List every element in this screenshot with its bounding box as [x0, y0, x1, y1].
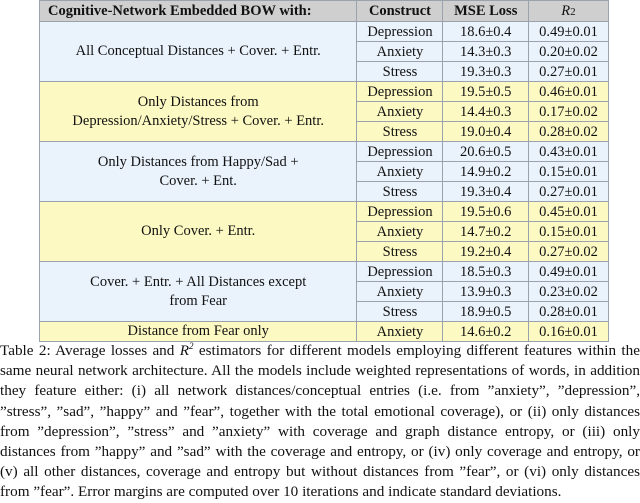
- table-row: [40, 262, 609, 282]
- r2-cell: 0.20±0.02: [528, 42, 608, 62]
- header-construct: Construct: [357, 1, 443, 22]
- table-row: [40, 22, 609, 42]
- construct-cell: Stress: [357, 242, 443, 262]
- construct-cell: Stress: [357, 182, 443, 202]
- model-label: [40, 322, 357, 342]
- model-label: [40, 262, 357, 322]
- model-label: [40, 142, 357, 202]
- table-row: [40, 142, 609, 162]
- r2-cell: 0.49±0.01: [528, 262, 608, 282]
- table-header-row: [40, 1, 609, 22]
- construct-cell: Stress: [357, 122, 443, 142]
- mse-cell: 18.5±0.3: [443, 262, 528, 282]
- construct-cell: Anxiety: [357, 102, 443, 122]
- construct-cell: Depression: [357, 202, 443, 222]
- mse-cell: 19.5±0.6: [443, 202, 528, 222]
- mse-cell: 19.0±0.4: [443, 122, 528, 142]
- r2-cell: 0.27±0.01: [528, 182, 608, 202]
- caption-after: estimators for different models employing different features within the same neural network architecture. All the models include weighted representations of words, in addition they feature either: (i) all network distances/conceptual entries (i.e. from ”anxiety”, ”depression”, ”stress”, ”sad”, ”happy” and ”fear”, together with the total emotional coverage), or (ii) only distances from ”depression”, ”stress” and ”anxiety” with coverage and graph distance entropy, or (iii) only distances from ”happy” and ”sad” with the coverage and entropy, or (iv) only coverage and entropy, or (v) all other distances, coverage and entropy but without distances from ”fear”, or (vi) only distances from ”fear”. Error margins are computed over 10 iterations and indicate standard deviations.: [0, 342, 640, 501]
- model-label: [40, 82, 357, 142]
- construct-cell: Depression: [357, 22, 443, 42]
- mse-cell: 13.9±0.3: [443, 282, 528, 302]
- r2-cell: 0.16±0.01: [528, 322, 608, 342]
- mse-cell: 19.5±0.5: [443, 82, 528, 102]
- construct-cell: Anxiety: [357, 222, 443, 242]
- model-label-line: Distance from Fear only: [127, 323, 269, 339]
- r2-cell: 0.28±0.01: [528, 302, 608, 322]
- model-label-line: from Fear: [169, 292, 227, 309]
- mse-cell: 14.6±0.2: [443, 322, 528, 342]
- construct-cell: Anxiety: [357, 42, 443, 62]
- header-model: Cognitive-Network Embedded BOW with:: [40, 1, 357, 22]
- model-label-line: Cover. + Ent.: [159, 172, 237, 189]
- header-r2-letter: R: [561, 2, 571, 19]
- model-label: [40, 202, 357, 262]
- r2-cell: 0.28±0.02: [528, 122, 608, 142]
- r2-cell: 0.45±0.01: [528, 202, 608, 222]
- caption-r-sup: 2: [189, 341, 194, 351]
- construct-cell: Stress: [357, 302, 443, 322]
- mse-cell: 19.3±0.4: [443, 182, 528, 202]
- r2-cell: 0.17±0.02: [528, 102, 608, 122]
- table-row: [40, 82, 609, 102]
- caption-before: Table 2: Average losses and: [0, 342, 180, 359]
- r2-cell: 0.46±0.01: [528, 82, 608, 102]
- table-caption: [0, 341, 640, 503]
- mse-cell: 18.9±0.5: [443, 302, 528, 322]
- mse-cell: 14.9±0.2: [443, 162, 528, 182]
- table-body: [40, 22, 609, 342]
- r2-cell: 0.15±0.01: [528, 222, 608, 242]
- construct-cell: Anxiety: [357, 282, 443, 302]
- header-r2: [528, 1, 608, 22]
- construct-cell: Depression: [357, 262, 443, 282]
- model-label-line: Only Distances from Happy/Sad +: [97, 153, 299, 170]
- header-r2-sub: 2: [570, 5, 576, 18]
- mse-cell: 18.6±0.4: [443, 22, 528, 42]
- model-label-line: Depression/Anxiety/Stress + Cover. + Entr.: [72, 112, 324, 129]
- construct-cell: Anxiety: [357, 322, 443, 342]
- mse-cell: 20.6±0.5: [443, 142, 528, 162]
- model-label-line: Only Cover. + Entr.: [141, 223, 256, 239]
- r2-cell: 0.43±0.01: [528, 142, 608, 162]
- r2-cell: 0.15±0.01: [528, 162, 608, 182]
- r2-cell: 0.27±0.01: [528, 62, 608, 82]
- mse-cell: 19.3±0.3: [443, 62, 528, 82]
- mse-cell: 14.7±0.2: [443, 222, 528, 242]
- r2-cell: 0.23±0.02: [528, 282, 608, 302]
- r2-cell: 0.27±0.02: [528, 242, 608, 262]
- mse-cell: 14.4±0.3: [443, 102, 528, 122]
- construct-cell: Depression: [357, 82, 443, 102]
- construct-cell: Anxiety: [357, 162, 443, 182]
- construct-cell: Depression: [357, 142, 443, 162]
- model-label: [40, 22, 357, 82]
- header-mse: MSE Loss: [443, 1, 528, 22]
- caption-r-letter: R: [179, 342, 189, 359]
- model-label-line: Cover. + Entr. + All Distances except: [90, 273, 307, 290]
- table-row: [40, 322, 609, 342]
- construct-cell: Stress: [357, 62, 443, 82]
- mse-cell: 14.3±0.3: [443, 42, 528, 62]
- mse-cell: 19.2±0.4: [443, 242, 528, 262]
- r2-cell: 0.49±0.01: [528, 22, 608, 42]
- table-row: [40, 202, 609, 222]
- model-label-line: All Conceptual Distances + Cover. + Entr.: [75, 43, 321, 59]
- results-table: [39, 0, 609, 342]
- model-label-line: Only Distances from: [137, 93, 259, 110]
